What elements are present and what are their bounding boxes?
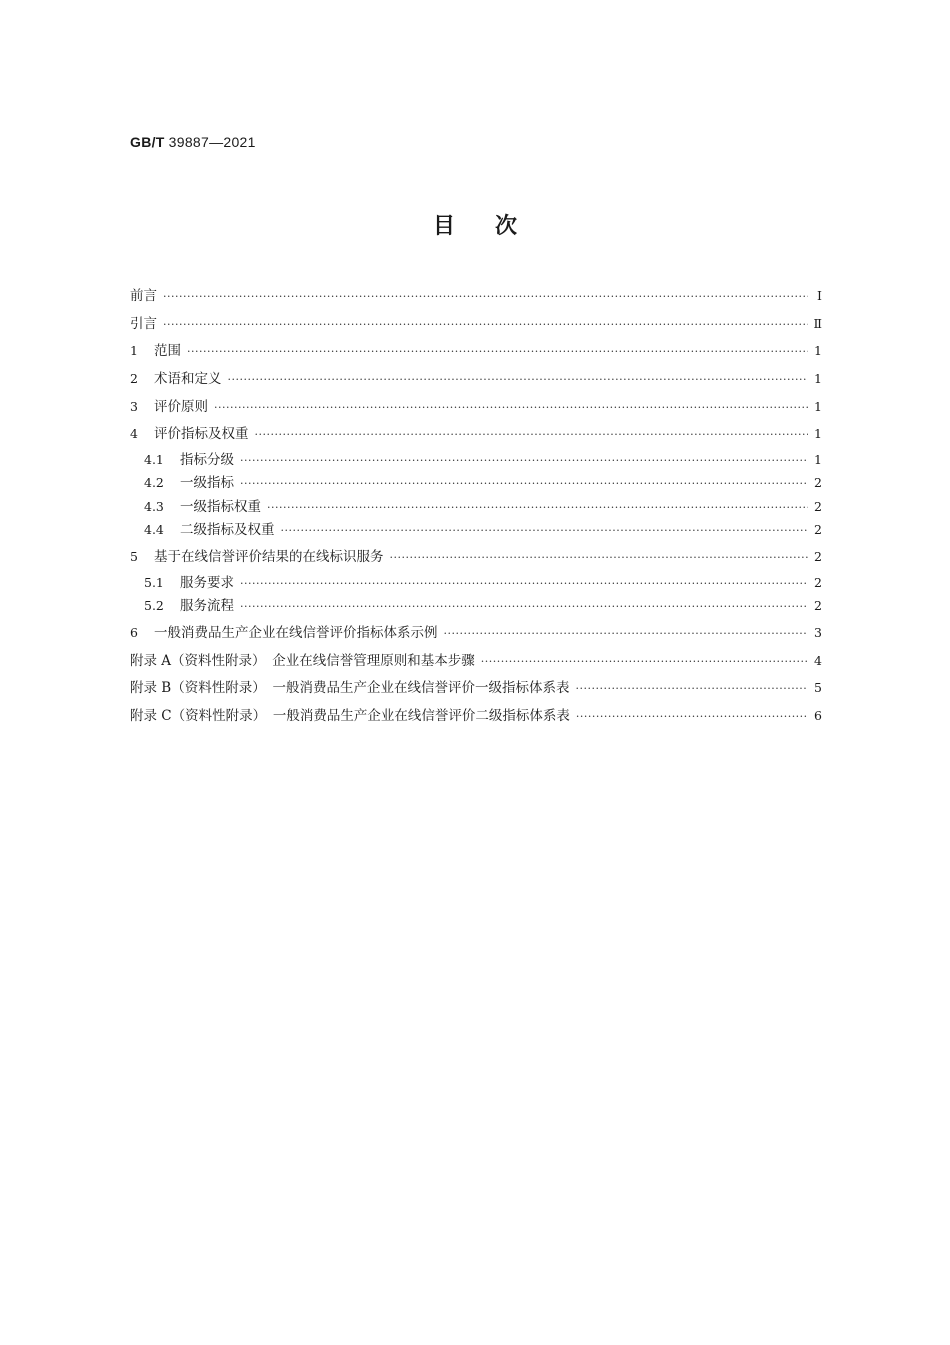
toc-entry-label: 前言 (130, 288, 157, 304)
toc-entry[interactable] (130, 518, 822, 541)
toc-entry[interactable] (130, 621, 822, 649)
toc-entry[interactable] (130, 312, 822, 340)
toc-entry-page: 4 (814, 652, 822, 668)
dot-leader (228, 373, 809, 386)
toc-entry-label: 二级指标及权重 (180, 521, 275, 538)
standard-prefix: GB/T (130, 134, 165, 150)
dot-leader (240, 577, 808, 590)
dot-leader (390, 551, 809, 564)
dot-leader (214, 401, 808, 414)
toc-entry-label: 服务流程 (180, 597, 234, 614)
toc-entry[interactable] (130, 704, 822, 732)
toc-entry-page: 1 (814, 398, 822, 414)
toc-entry-label: 评价原则 (154, 398, 208, 415)
toc-title: 目次 (432, 214, 557, 239)
toc-entry-page: 2 (814, 475, 822, 491)
toc-entry-number: 4.2 (144, 475, 164, 491)
toc-entry-label: 一级指标 (180, 475, 234, 492)
toc-entry-page: 6 (814, 708, 822, 723)
toc-entry[interactable] (130, 495, 822, 518)
toc-entry-label: 引言 (130, 315, 157, 332)
toc-entry-page: 1 (814, 426, 822, 442)
toc-entry[interactable] (130, 422, 822, 450)
toc-entry-number: 5.1 (144, 574, 164, 590)
dot-leader (575, 682, 808, 695)
toc-entry-number: 5 (130, 548, 138, 564)
toc-entry[interactable] (130, 448, 822, 471)
toc-entry-page: 1 (814, 343, 822, 359)
toc-entry-page: 2 (814, 597, 822, 613)
dot-leader (281, 524, 809, 537)
toc-entry-number: 1 (130, 343, 138, 359)
toc-entry-number: 4.4 (144, 521, 164, 537)
toc-entry-label: 基于在线信誉评价结果的在线标识服务 (154, 548, 384, 565)
toc-entry-page: 2 (814, 521, 822, 537)
dot-leader (240, 600, 808, 613)
toc-entry-number: 5.2 (144, 597, 164, 613)
toc-entry-page: 3 (814, 624, 822, 640)
toc-entry-number: 4.1 (144, 452, 164, 468)
dot-leader (187, 345, 808, 358)
toc-entry-page: Ⅱ (813, 315, 822, 331)
toc-entry-number: 6 (130, 624, 138, 640)
dot-leader (444, 627, 809, 640)
table-of-contents (130, 284, 822, 732)
dot-leader (163, 290, 808, 303)
toc-entry-page: Ⅰ (817, 288, 822, 303)
toc-entry-page: 1 (814, 452, 822, 468)
dot-leader (481, 655, 808, 668)
toc-entry[interactable] (130, 471, 822, 494)
toc-entry-number: 2 (130, 371, 138, 387)
toc-entry[interactable] (130, 594, 822, 617)
toc-entry-label: 指标分级 (180, 452, 234, 469)
toc-entry-page: 2 (814, 498, 822, 514)
toc-entry-label: 评价指标及权重 (154, 426, 249, 443)
toc-entry-label: 一级指标权重 (180, 498, 261, 515)
toc-entry[interactable] (130, 676, 822, 704)
toc-entry-page: 2 (814, 548, 822, 564)
toc-entry[interactable] (130, 571, 822, 594)
standard-code (130, 134, 256, 150)
toc-entry-label: 附录 A（资料性附录） 企业在线信誉管理原则和基本步骤 (130, 652, 475, 669)
dot-leader (240, 477, 808, 490)
toc-entry-label: 一般消费品生产企业在线信誉评价指标体系示例 (154, 624, 438, 641)
dot-leader (255, 428, 809, 441)
dot-leader (267, 501, 808, 514)
toc-entry[interactable] (130, 649, 822, 677)
toc-entry-label: 范围 (154, 343, 181, 360)
toc-entry-label: 附录 B（资料性附录） 一般消费品生产企业在线信誉评价一级指标体系表 (130, 680, 570, 697)
toc-entry[interactable] (130, 284, 822, 312)
toc-entry-page: 1 (814, 371, 822, 387)
toc-entry-number: 3 (130, 398, 138, 414)
toc-entry[interactable] (130, 395, 822, 423)
toc-entry[interactable] (130, 367, 822, 395)
toc-entry-page: 5 (814, 680, 822, 696)
toc-entry-page: 2 (814, 574, 822, 590)
toc-entry-label: 术语和定义 (154, 371, 222, 388)
toc-entry-label: 附录 C（资料性附录） 一般消费品生产企业在线信誉评价二级指标体系表 (130, 708, 570, 724)
toc-entry-label: 服务要求 (180, 574, 234, 591)
toc-entry[interactable] (130, 545, 822, 573)
dot-leader (240, 454, 808, 467)
dot-leader (163, 318, 808, 331)
toc-entry-number: 4.3 (144, 498, 164, 514)
dot-leader (576, 710, 808, 723)
toc-entry-number: 4 (130, 426, 138, 442)
toc-entry[interactable] (130, 339, 822, 367)
standard-number: 39887—2021 (168, 134, 256, 150)
